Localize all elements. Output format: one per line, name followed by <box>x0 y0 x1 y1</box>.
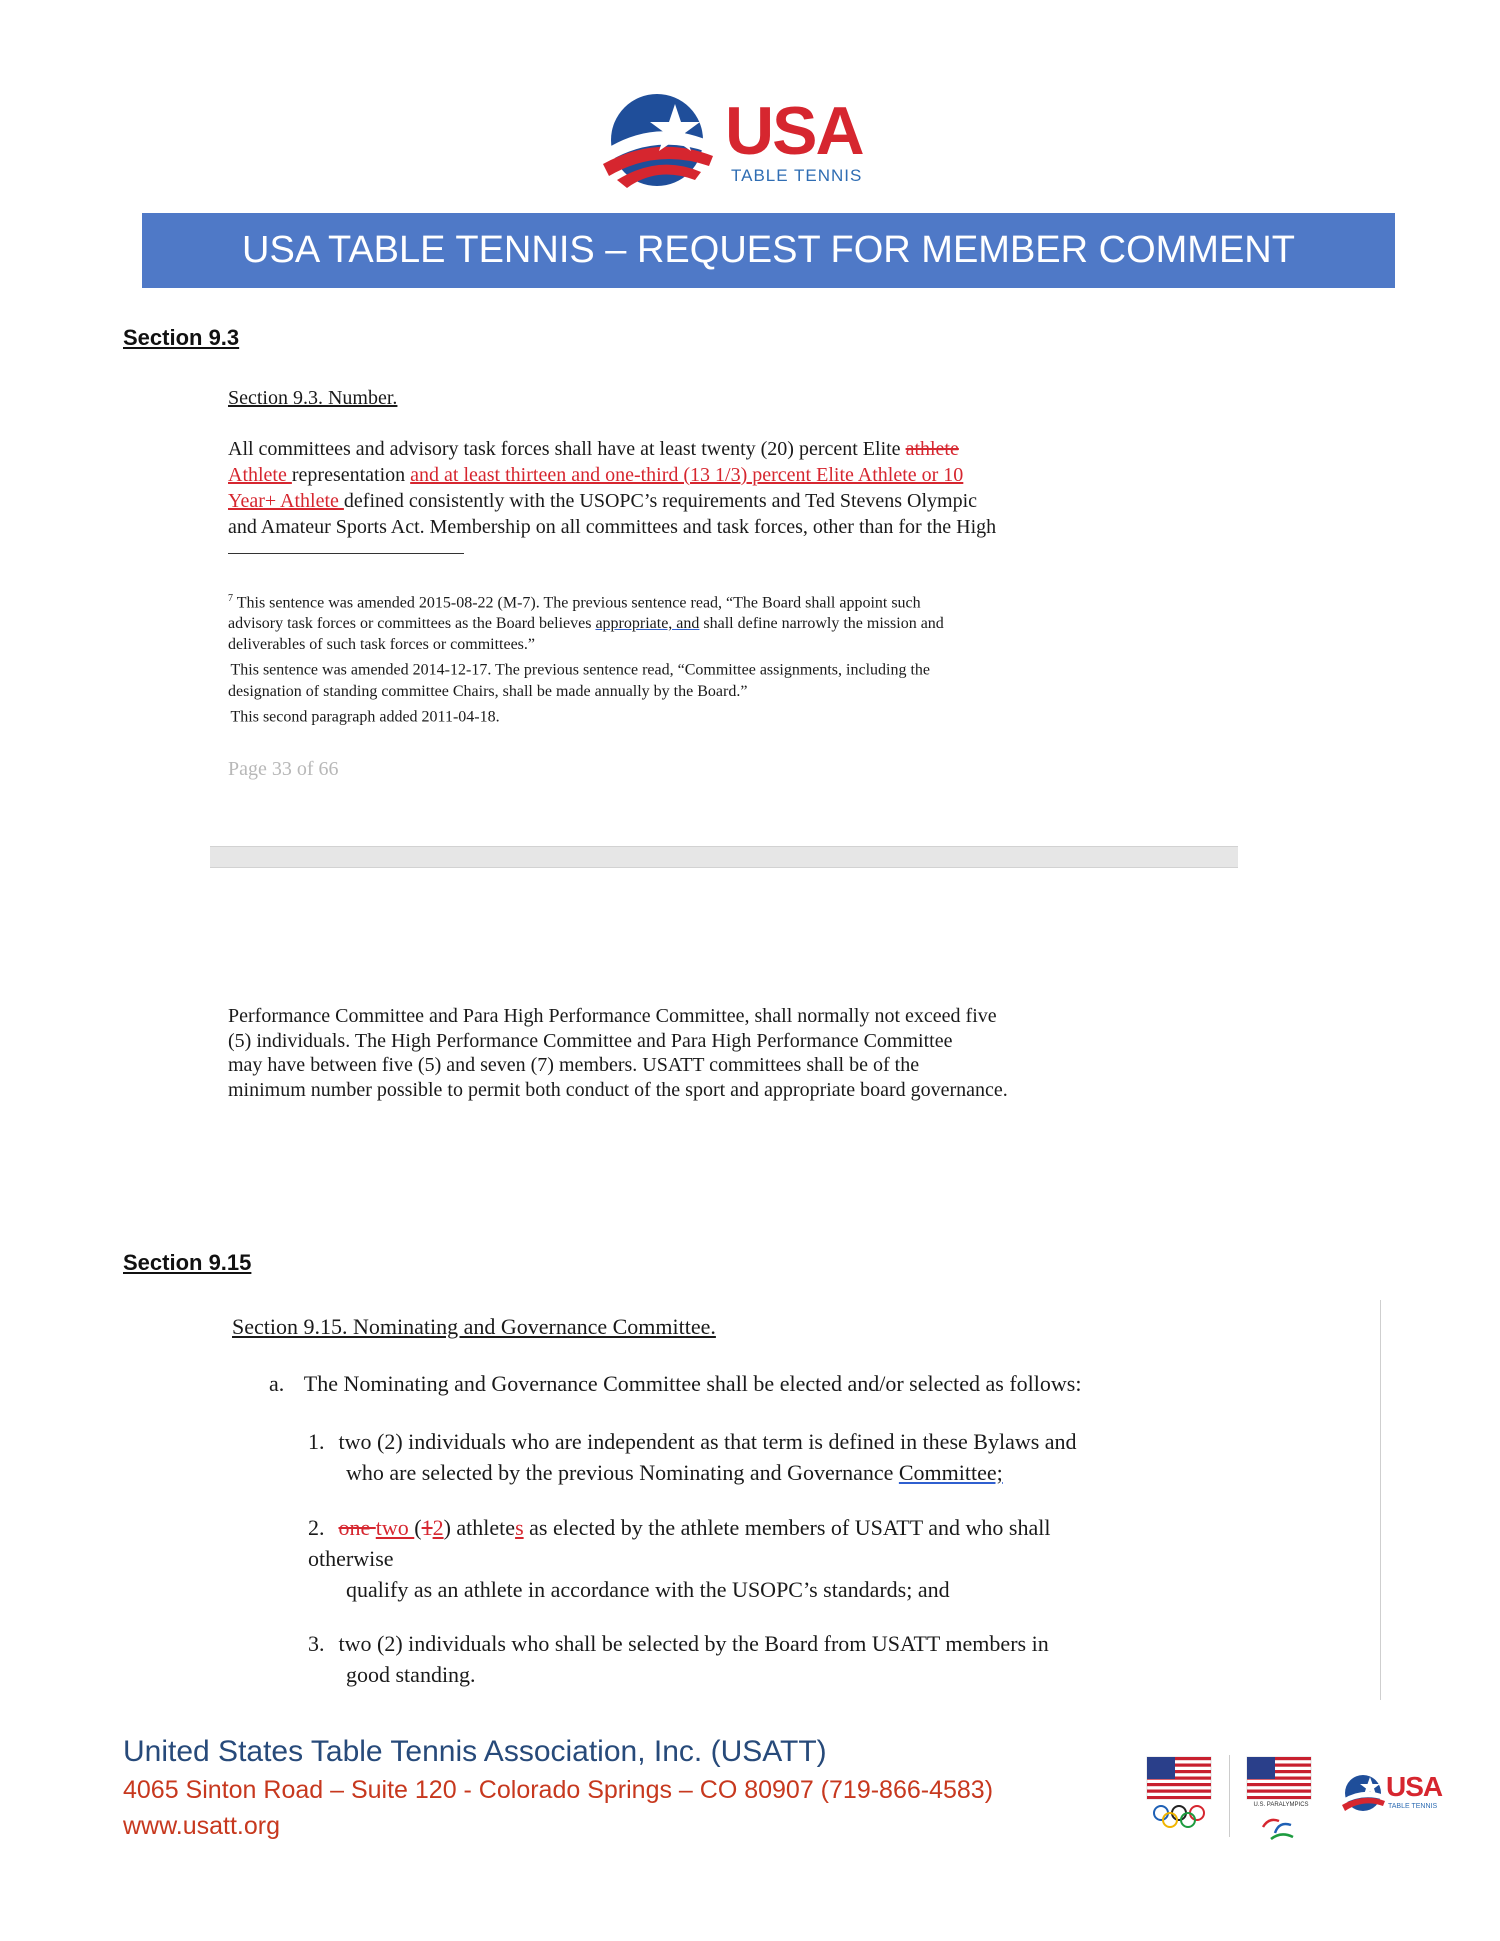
footnote-text: shall define narrowly the mission and <box>699 615 944 633</box>
footnote-underlined-text: appropriate, and <box>595 615 700 633</box>
section-9-3-continued <box>228 1004 1228 1102</box>
footer-logo-globe-icon <box>1340 1771 1386 1817</box>
deleted-text: athlete <box>905 438 959 460</box>
item-a-text: The Nominating and Governance Committee shall be elected and/or selected as follows: <box>303 1371 1082 1396</box>
inserted-text: Athlete <box>228 464 292 486</box>
olympic-flag-icon <box>1145 1755 1213 1835</box>
paralympic-flag-icon <box>1245 1755 1313 1845</box>
footer-divider <box>1229 1755 1230 1837</box>
footer-usatt-logo <box>1340 1771 1470 1817</box>
footer-address: 4065 Sinton Road – Suite 120 - Colorado Springs – CO 80907 (719-866-4583) <box>123 1776 994 1804</box>
footer-logo-subtitle: TABLE TENNIS <box>1388 1803 1438 1810</box>
footnote-text: This sentence was amended 2014-12-17. The previous sentence read, “Committee assignments, including the <box>230 661 931 679</box>
page-number: Page 33 of 66 <box>228 758 339 780</box>
item-3-line-2: good standing. <box>346 1662 476 1687</box>
item-2-text: as elected by the athlete members of USATT and who shall <box>523 1515 1051 1540</box>
item-1-num: 1. <box>308 1429 325 1454</box>
continued-line-3: may have between five (5) and seven (7) members. USATT committees shall be of the <box>228 1054 920 1076</box>
para-line-3 <box>228 488 1228 514</box>
footnote-7-line-2 <box>228 613 1128 634</box>
item-1 <box>308 1426 1077 1488</box>
para-text: and Amateur Sports Act. Membership on all committees and task forces, other than for the High <box>228 516 997 538</box>
item-2-line-3: qualify as an athlete in accordance with the USOPC’s standards; and <box>346 1577 950 1602</box>
item-1-line-2 <box>308 1457 1077 1488</box>
footer-logo-wordmark: USA <box>1386 1771 1443 1802</box>
footer-website-link[interactable]: www.usatt.org <box>123 1812 281 1840</box>
item-3-num: 3. <box>308 1631 325 1656</box>
item-1-text: who are selected by the previous Nominating and Governance <box>346 1460 899 1485</box>
footnote-text: designation of standing committee Chairs, shall be made annually by the Board.” <box>228 682 748 700</box>
item-2 <box>308 1512 1050 1605</box>
footnote-7-line-3 <box>228 634 1128 655</box>
para-text: defined consistently with the USOPC’s requirements and Ted Stevens Olympic <box>343 490 978 512</box>
deleted-text: one <box>338 1515 376 1540</box>
item-2-num: 2. <box>308 1515 325 1540</box>
para-line-1 <box>228 436 1228 462</box>
section-9-3-paragraph <box>228 436 1228 540</box>
item-2-text: ( <box>414 1515 422 1540</box>
logo-subtitle: TABLE TENNIS <box>731 166 863 185</box>
margin-line <box>1380 1300 1381 1700</box>
continued-line-2: (5) individuals. The High Performance Committee and Para High Performance Committee <box>228 1029 953 1052</box>
item-2-line-1 <box>308 1512 1050 1543</box>
item-2-text: ) athlete <box>443 1515 516 1540</box>
footnote-text: deliverables of such task forces or committees.” <box>228 636 535 654</box>
para-line-4 <box>228 514 1228 540</box>
footnote-9 <box>228 702 1128 727</box>
item-3-text: two (2) individuals who shall be selected by the Board from USATT members in <box>338 1631 1049 1656</box>
page-break-bar <box>210 846 1238 868</box>
footnote-7 <box>228 588 1128 613</box>
section-9-3-heading: Section 9.3 <box>123 325 240 350</box>
page-banner: USA TABLE TENNIS – REQUEST FOR MEMBER COMMENT <box>142 213 1395 288</box>
deleted-text: 1 <box>421 1515 433 1540</box>
inserted-text: 2 <box>432 1515 444 1540</box>
continued-line-1: Performance Committee and Para High Performance Committee, shall normally not exceed five <box>228 1005 997 1027</box>
inserted-text: two <box>375 1515 415 1540</box>
footnotes <box>228 588 1128 727</box>
footnote-8-line-2 <box>228 681 1128 702</box>
footnote-text: This second paragraph added 2011-04-18. <box>230 707 500 725</box>
para-text: All committees and advisory task forces shall have at least twenty (20) percent Elite <box>228 438 906 460</box>
paralympics-label: U.S. PARALYMPICS <box>1253 1802 1309 1808</box>
item-2-line-2: otherwise <box>308 1546 394 1571</box>
section-9-15-heading: Section 9.15 <box>123 1250 252 1275</box>
item-1-text: two (2) individuals who are independent as that term is defined in these Bylaws and <box>338 1429 1077 1454</box>
continued-line-4: minimum number possible to permit both conduct of the sport and appropriate board governance. <box>228 1078 1008 1101</box>
usatt-logo <box>597 88 907 198</box>
footnote-8 <box>228 655 1128 680</box>
item-1-underlined-text: Committee; <box>898 1460 1003 1485</box>
item-3 <box>308 1628 1049 1690</box>
footnote-mark: 7 <box>228 593 233 604</box>
item-a <box>269 1368 1081 1399</box>
para-text: representation <box>291 464 411 486</box>
section-9-15-doc-title: Section 9.15. Nominating and Governance Committee. <box>232 1314 716 1339</box>
footnote-separator <box>228 553 464 554</box>
inserted-text: s <box>515 1515 524 1540</box>
section-9-3-doc-title: Section 9.3. Number. <box>228 387 398 409</box>
para-line-2 <box>228 462 1228 488</box>
item-3-line-1 <box>308 1628 1049 1659</box>
logo-wordmark: USA <box>725 93 863 169</box>
footnote-text: This sentence was amended 2015-08-22 (M-7). The previous sentence read, “The Board shall appoint such <box>236 594 921 612</box>
inserted-text: Year+ Athlete <box>228 490 344 512</box>
footer-org-name: United States Table Tennis Association, Inc. (USATT) <box>123 1735 827 1768</box>
logo-globe-icon <box>597 90 717 194</box>
footnote-text: advisory task forces or committees as the Board believes <box>228 615 596 633</box>
item-a-label: a. <box>269 1371 285 1396</box>
item-1-line-1 <box>308 1426 1077 1457</box>
inserted-text: and at least thirteen and one-third (13 1/3) percent Elite Athlete or 10 <box>410 464 964 486</box>
